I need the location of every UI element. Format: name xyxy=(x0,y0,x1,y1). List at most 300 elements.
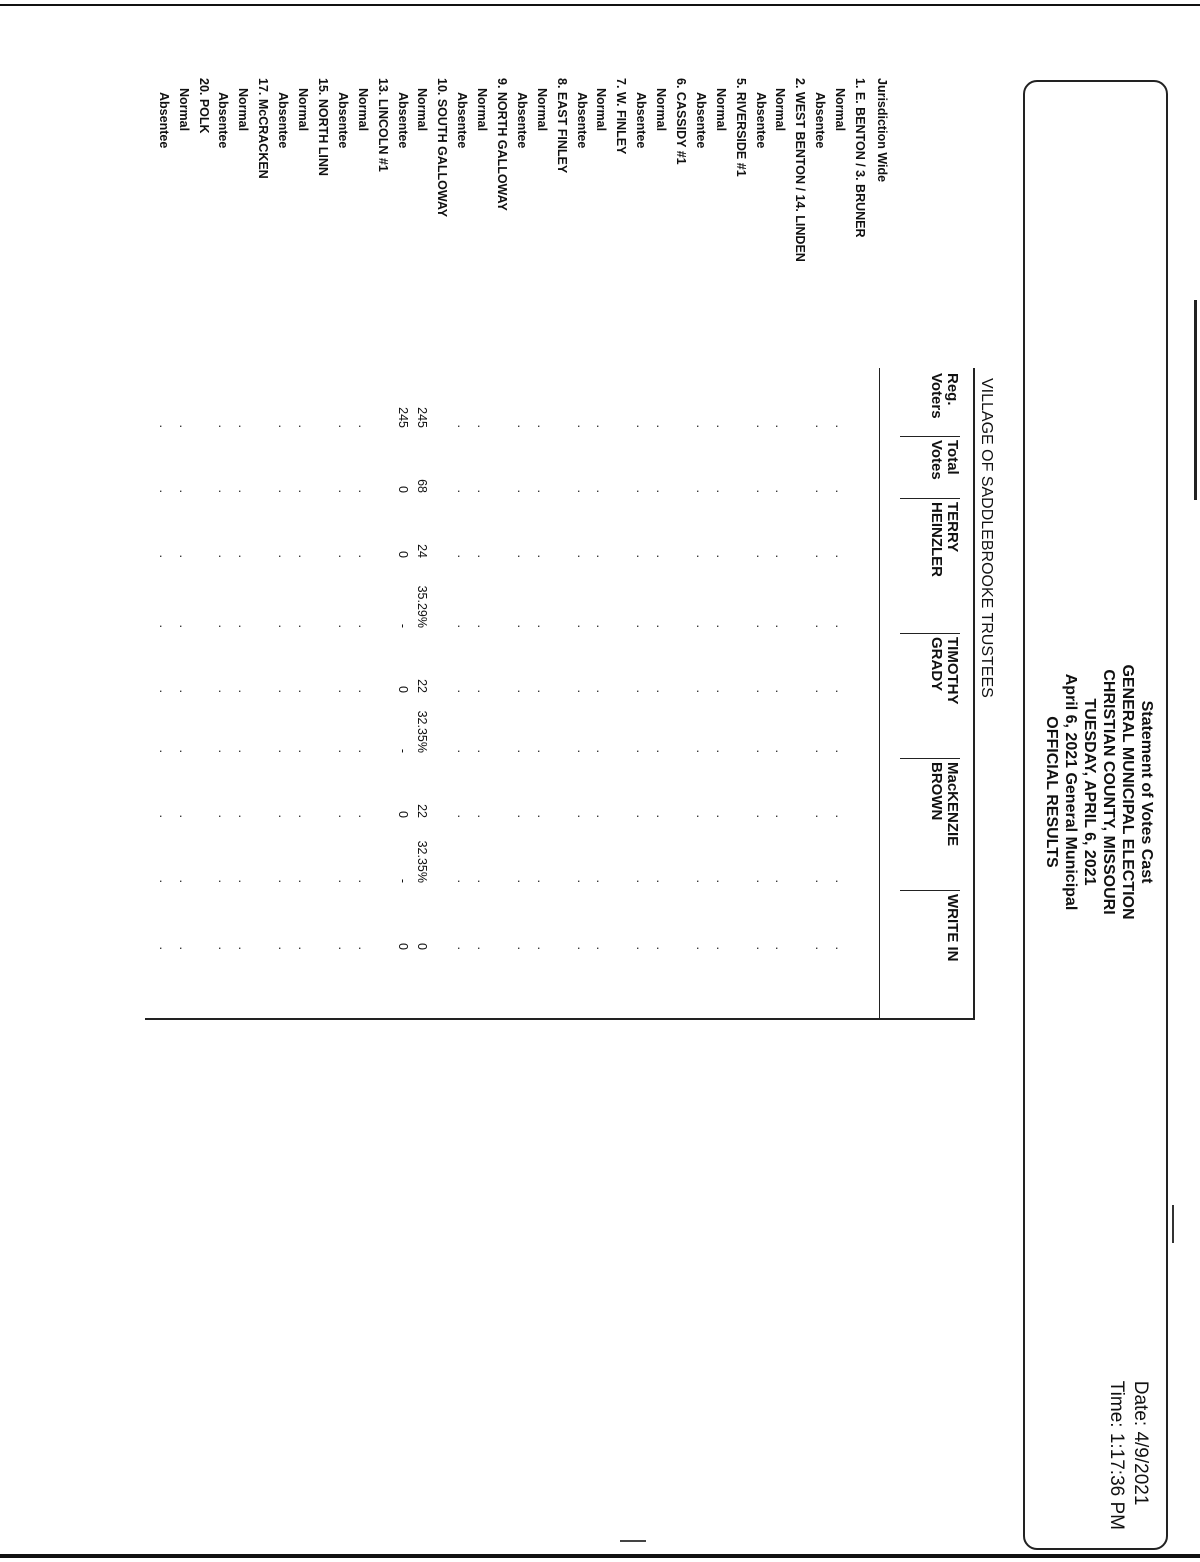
cell-p3: . xyxy=(534,879,549,883)
row-label: Normal xyxy=(654,88,669,132)
table-row xyxy=(213,78,233,1018)
row-label: Normal xyxy=(833,88,848,132)
cell-p1: . xyxy=(475,624,490,628)
row-tick xyxy=(669,1020,670,1028)
cell-reg: 245 xyxy=(395,407,410,428)
cell-reg: . xyxy=(276,424,291,428)
cell-c1: . xyxy=(594,554,609,558)
cell-reg: . xyxy=(236,424,251,428)
cell-w: . xyxy=(276,946,291,950)
cell-p3: . xyxy=(713,879,728,883)
cell-total: . xyxy=(514,489,529,493)
cell-p1: . xyxy=(654,624,669,628)
cell-p1: - xyxy=(395,623,410,628)
table-row xyxy=(829,78,849,1018)
table-end-rule xyxy=(145,1018,975,1020)
cell-c2: . xyxy=(236,689,251,693)
cell-p2: . xyxy=(335,749,350,753)
cell-p1: . xyxy=(276,624,291,628)
cell-reg: . xyxy=(296,424,311,428)
cell-w: . xyxy=(176,946,191,950)
cell-reg: . xyxy=(534,424,549,428)
row-tick xyxy=(351,1020,352,1028)
cell-p2: . xyxy=(654,749,669,753)
row-label: Absentee xyxy=(634,92,649,149)
cell-total: . xyxy=(296,489,311,493)
cell-total: . xyxy=(594,489,609,493)
precinct-label: 20. POLK xyxy=(196,78,211,134)
cell-c3: . xyxy=(654,814,669,818)
row-tick xyxy=(729,1020,730,1028)
cell-p1: 35.29% xyxy=(415,585,430,628)
cell-c3: . xyxy=(455,814,470,818)
cell-reg: . xyxy=(594,424,609,428)
cell-w: 0 xyxy=(415,943,430,950)
cell-p3: . xyxy=(833,879,848,883)
cell-total: 68 xyxy=(415,479,430,493)
cell-c2: . xyxy=(276,689,291,693)
cell-reg: . xyxy=(654,424,669,428)
cell-c1: . xyxy=(455,554,470,558)
cell-c3: . xyxy=(773,814,788,818)
col-head-write-in: WRITE IN xyxy=(900,890,960,962)
cell-reg: . xyxy=(355,424,370,428)
cell-c2: . xyxy=(335,689,350,693)
cell-p1: . xyxy=(455,624,470,628)
cell-p3: . xyxy=(176,879,191,883)
table-row xyxy=(272,78,292,1018)
header-line: OFFICIAL RESULTS xyxy=(1043,716,1060,868)
row-tick xyxy=(510,1020,511,1028)
cell-c2: . xyxy=(296,689,311,693)
precinct-row xyxy=(670,78,690,1018)
cell-p2: . xyxy=(236,749,251,753)
cell-p3: . xyxy=(514,879,529,883)
cell-c1: . xyxy=(634,554,649,558)
cell-c3: . xyxy=(574,814,589,818)
cell-c3: . xyxy=(475,814,490,818)
cell-c1: 0 xyxy=(395,551,410,558)
cell-p2: . xyxy=(634,749,649,753)
row-tick xyxy=(172,1020,173,1028)
precinct-label: 8. EAST FINLEY xyxy=(554,78,569,174)
cell-p1: . xyxy=(693,624,708,628)
report-time: Time: 1:17:36 PM xyxy=(1106,1380,1127,1530)
precinct-label: 5. RIVERSIDE #1 xyxy=(733,78,748,177)
row-tick xyxy=(689,1020,690,1028)
report-header xyxy=(1023,80,1168,1550)
cell-w: . xyxy=(833,946,848,950)
cell-p3: . xyxy=(574,879,589,883)
cell-total: . xyxy=(654,489,669,493)
cell-c3: . xyxy=(634,814,649,818)
cell-w: . xyxy=(574,946,589,950)
cell-w: . xyxy=(296,946,311,950)
row-tick xyxy=(470,1020,471,1028)
row-tick xyxy=(232,1020,233,1028)
cell-w: . xyxy=(753,946,768,950)
cell-p3: . xyxy=(813,879,828,883)
row-tick xyxy=(490,1020,491,1028)
cell-reg: . xyxy=(634,424,649,428)
cell-p3: . xyxy=(156,879,171,883)
cell-p1: . xyxy=(753,624,768,628)
cell-c3: . xyxy=(355,814,370,818)
cell-c2: . xyxy=(813,689,828,693)
cell-c2: . xyxy=(455,689,470,693)
cell-p3: . xyxy=(693,879,708,883)
row-label: Normal xyxy=(475,88,490,132)
cell-c1: . xyxy=(296,554,311,558)
table-row xyxy=(451,78,471,1018)
cell-total: . xyxy=(236,489,251,493)
cell-p3: . xyxy=(276,879,291,883)
precinct-label: 7. W. FINLEY xyxy=(614,78,629,155)
cell-p1: . xyxy=(634,624,649,628)
cell-reg: . xyxy=(335,424,350,428)
cell-p2: . xyxy=(156,749,171,753)
row-label: Normal xyxy=(296,88,311,132)
table-row xyxy=(809,78,829,1018)
cell-c3: . xyxy=(156,814,171,818)
cell-c3: . xyxy=(753,814,768,818)
cell-p3: . xyxy=(335,879,350,883)
cell-c2: . xyxy=(773,689,788,693)
cell-p1: . xyxy=(813,624,828,628)
cell-p3: . xyxy=(355,879,370,883)
cell-w: . xyxy=(514,946,529,950)
cell-reg: . xyxy=(475,424,490,428)
table-row xyxy=(153,78,173,1018)
row-label: Normal xyxy=(594,88,609,132)
row-tick xyxy=(331,1020,332,1028)
precinct-row xyxy=(730,78,750,1018)
scan-scratch-mark xyxy=(1172,1205,1174,1243)
cell-c3: . xyxy=(296,814,311,818)
cell-c1: . xyxy=(475,554,490,558)
table-row xyxy=(292,78,312,1018)
col-head-brown: MacKENZIE BROWN xyxy=(900,758,960,846)
cell-reg: . xyxy=(216,424,231,428)
row-tick xyxy=(808,1020,809,1028)
row-tick xyxy=(848,1020,849,1028)
cell-p1: . xyxy=(833,624,848,628)
cell-w: 0 xyxy=(395,943,410,950)
cell-p1: . xyxy=(296,624,311,628)
row-label: Normal xyxy=(534,88,549,132)
row-label: Absentee xyxy=(216,92,231,149)
row-tick xyxy=(709,1020,710,1028)
precinct-row xyxy=(610,78,630,1018)
row-label: Absentee xyxy=(335,92,350,149)
cell-w: . xyxy=(355,946,370,950)
cell-total: . xyxy=(773,489,788,493)
precinct-row xyxy=(252,78,272,1018)
cell-w: . xyxy=(813,946,828,950)
cell-total: . xyxy=(455,489,470,493)
row-tick xyxy=(649,1020,650,1028)
row-tick xyxy=(311,1020,312,1028)
table-row xyxy=(750,78,770,1018)
row-label: Absentee xyxy=(156,92,171,149)
table-row xyxy=(412,78,432,1018)
row-tick xyxy=(749,1020,750,1028)
cell-p1: . xyxy=(713,624,728,628)
cell-p2: . xyxy=(534,749,549,753)
col-head-heinzler: TERRY HEINZLER xyxy=(900,498,960,577)
cell-p2: . xyxy=(833,749,848,753)
cell-c1: . xyxy=(773,554,788,558)
cell-c1: . xyxy=(813,554,828,558)
rotated-report-page xyxy=(130,78,1170,1558)
precinct-label: 6. CASSIDY #1 xyxy=(673,78,688,165)
precinct-row xyxy=(431,78,451,1018)
row-tick xyxy=(868,1020,869,1028)
cell-w: . xyxy=(455,946,470,950)
header-timestamp xyxy=(1104,1381,1152,1530)
cell-c2: . xyxy=(833,689,848,693)
cell-p2: . xyxy=(216,749,231,753)
cell-p1: . xyxy=(156,624,171,628)
cell-p3: . xyxy=(475,879,490,883)
row-label: Absentee xyxy=(693,92,708,149)
cell-p3: - xyxy=(395,878,410,883)
cell-total: . xyxy=(534,489,549,493)
cell-p1: . xyxy=(176,624,191,628)
cell-total: 0 xyxy=(395,486,410,493)
row-tick xyxy=(192,1020,193,1028)
cell-total: . xyxy=(693,489,708,493)
cell-p2: . xyxy=(753,749,768,753)
cell-c1: . xyxy=(156,554,171,558)
precinct-row xyxy=(551,78,571,1018)
row-tick xyxy=(788,1020,789,1028)
row-label: Absentee xyxy=(514,92,529,149)
cell-p2: . xyxy=(713,749,728,753)
row-tick xyxy=(769,1020,770,1028)
cell-total: . xyxy=(574,489,589,493)
precinct-label: 17. McCRACKEN xyxy=(256,78,271,179)
cell-total: . xyxy=(335,489,350,493)
cell-c2: . xyxy=(574,689,589,693)
cell-c3: . xyxy=(514,814,529,818)
cell-c3: . xyxy=(713,814,728,818)
precinct-label: 1. E. BENTON / 3. BRUNER xyxy=(853,78,867,238)
cell-total: . xyxy=(276,489,291,493)
cell-c1: . xyxy=(833,554,848,558)
row-tick xyxy=(391,1020,392,1028)
scan-margin-mark xyxy=(1194,300,1197,500)
cell-c1: . xyxy=(355,554,370,558)
cell-c3: . xyxy=(534,814,549,818)
cell-c1: . xyxy=(654,554,669,558)
cell-p2: . xyxy=(813,749,828,753)
cell-total: . xyxy=(475,489,490,493)
top-scan-edge xyxy=(0,4,1200,6)
precinct-row xyxy=(312,78,332,1018)
row-label: Absentee xyxy=(753,92,768,149)
cell-w: . xyxy=(216,946,231,950)
cell-c3: . xyxy=(236,814,251,818)
cell-w: . xyxy=(654,946,669,950)
cell-c2: . xyxy=(534,689,549,693)
cell-c2: . xyxy=(355,689,370,693)
cell-c2: . xyxy=(654,689,669,693)
header-title-block xyxy=(1042,582,1156,1002)
cell-c1: . xyxy=(713,554,728,558)
table-row xyxy=(690,78,710,1018)
table-row xyxy=(630,78,650,1018)
precinct-row xyxy=(491,78,511,1018)
table-row xyxy=(531,78,551,1018)
row-label: Normal xyxy=(176,88,191,132)
jurisdiction-label: Jurisdiction Wide xyxy=(875,78,889,183)
cell-c2: 22 xyxy=(415,679,430,693)
contest-title: VILLAGE OF SADDLEBROOKE TRUSTEES xyxy=(978,378,995,698)
precinct-row xyxy=(789,78,809,1018)
cell-p1: . xyxy=(534,624,549,628)
cell-c2: . xyxy=(216,689,231,693)
precinct-label: 13. LINCOLN #1 xyxy=(375,78,390,172)
cell-c3: . xyxy=(276,814,291,818)
cell-c1: 24 xyxy=(415,544,430,558)
col-head-grady: TIMOTHY GRADY xyxy=(900,633,960,705)
table-row xyxy=(332,78,352,1018)
cell-p3: . xyxy=(236,879,251,883)
cell-total: . xyxy=(176,489,191,493)
table-row xyxy=(233,78,253,1018)
cell-p2: . xyxy=(574,749,589,753)
cell-p3: . xyxy=(634,879,649,883)
precinct-label: 10. SOUTH GALLOWAY xyxy=(435,78,450,218)
cell-p3: . xyxy=(773,879,788,883)
cell-w: . xyxy=(693,946,708,950)
cell-p2: . xyxy=(693,749,708,753)
cell-p1: . xyxy=(236,624,251,628)
cell-p1: . xyxy=(335,624,350,628)
cell-w: . xyxy=(773,946,788,950)
col-head-total-votes: Total Votes xyxy=(900,436,960,480)
row-tick xyxy=(570,1020,571,1028)
table-row xyxy=(173,78,193,1018)
cell-reg: . xyxy=(713,424,728,428)
header-line: CHRISTIAN COUNTY, MISSOURI xyxy=(1100,669,1117,915)
cell-total: . xyxy=(713,489,728,493)
cell-reg: . xyxy=(693,424,708,428)
precinct-row xyxy=(193,78,213,1018)
cell-reg: . xyxy=(514,424,529,428)
cell-total: . xyxy=(216,489,231,493)
cell-reg: . xyxy=(813,424,828,428)
cell-p2: . xyxy=(296,749,311,753)
row-tick xyxy=(411,1020,412,1028)
table-row xyxy=(710,78,730,1018)
cell-c2: 0 xyxy=(395,686,410,693)
cell-p1: . xyxy=(773,624,788,628)
cell-c2: . xyxy=(514,689,529,693)
cell-w: . xyxy=(236,946,251,950)
cell-c3: 22 xyxy=(415,804,430,818)
table-row xyxy=(471,78,491,1018)
row-label: Normal xyxy=(355,88,370,132)
cell-c1: . xyxy=(335,554,350,558)
cell-total: . xyxy=(833,489,848,493)
precinct-row xyxy=(372,78,392,1018)
cell-p2: . xyxy=(355,749,370,753)
cell-c1: . xyxy=(176,554,191,558)
cell-c1: . xyxy=(534,554,549,558)
row-tick xyxy=(291,1020,292,1028)
cell-c3: . xyxy=(594,814,609,818)
cell-c3: . xyxy=(813,814,828,818)
cell-reg: . xyxy=(753,424,768,428)
cell-c3: . xyxy=(335,814,350,818)
cell-w: . xyxy=(335,946,350,950)
header-line: GENERAL MUNICIPAL ELECTION xyxy=(1119,664,1136,920)
cell-c2: . xyxy=(693,689,708,693)
cell-reg: . xyxy=(156,424,171,428)
cell-w: . xyxy=(475,946,490,950)
cell-p2: 32.35% xyxy=(415,710,430,753)
cell-reg: . xyxy=(455,424,470,428)
row-label: Normal xyxy=(415,88,430,132)
cell-reg: . xyxy=(574,424,589,428)
cell-c1: . xyxy=(753,554,768,558)
cell-p1: . xyxy=(355,624,370,628)
cell-c1: . xyxy=(216,554,231,558)
row-label: Normal xyxy=(713,88,728,132)
precinct-label: 9. NORTH GALLOWAY xyxy=(494,78,509,211)
row-tick xyxy=(629,1020,630,1028)
row-tick xyxy=(251,1020,252,1028)
cell-p2: . xyxy=(514,749,529,753)
cell-p1: . xyxy=(574,624,589,628)
row-label: Normal xyxy=(773,88,788,132)
cell-w: . xyxy=(594,946,609,950)
cell-p3: . xyxy=(455,879,470,883)
cell-p2: . xyxy=(594,749,609,753)
cell-total: . xyxy=(156,489,171,493)
row-tick xyxy=(271,1020,272,1028)
row-label: Absentee xyxy=(276,92,291,149)
precinct-row xyxy=(849,78,869,1018)
row-tick xyxy=(371,1020,372,1028)
cell-reg: . xyxy=(833,424,848,428)
cell-total: . xyxy=(634,489,649,493)
header-line: April 6, 2021 General Municipal xyxy=(1062,673,1079,911)
table-row xyxy=(591,78,611,1018)
cell-total: . xyxy=(813,489,828,493)
cell-c1: . xyxy=(693,554,708,558)
cell-c3: . xyxy=(833,814,848,818)
header-rule xyxy=(973,368,975,1018)
cell-p2: . xyxy=(176,749,191,753)
cell-p3: . xyxy=(296,879,311,883)
row-label: Absentee xyxy=(455,92,470,149)
table-row xyxy=(571,78,591,1018)
cell-p3: . xyxy=(753,879,768,883)
table-row xyxy=(770,78,790,1018)
cell-c3: . xyxy=(216,814,231,818)
cell-c1: . xyxy=(514,554,529,558)
cell-w: . xyxy=(534,946,549,950)
cell-p1: . xyxy=(594,624,609,628)
cell-p1: . xyxy=(514,624,529,628)
cell-reg: 245 xyxy=(415,407,430,428)
cell-c3: 0 xyxy=(395,811,410,818)
cell-p2: . xyxy=(475,749,490,753)
cell-c2: . xyxy=(634,689,649,693)
